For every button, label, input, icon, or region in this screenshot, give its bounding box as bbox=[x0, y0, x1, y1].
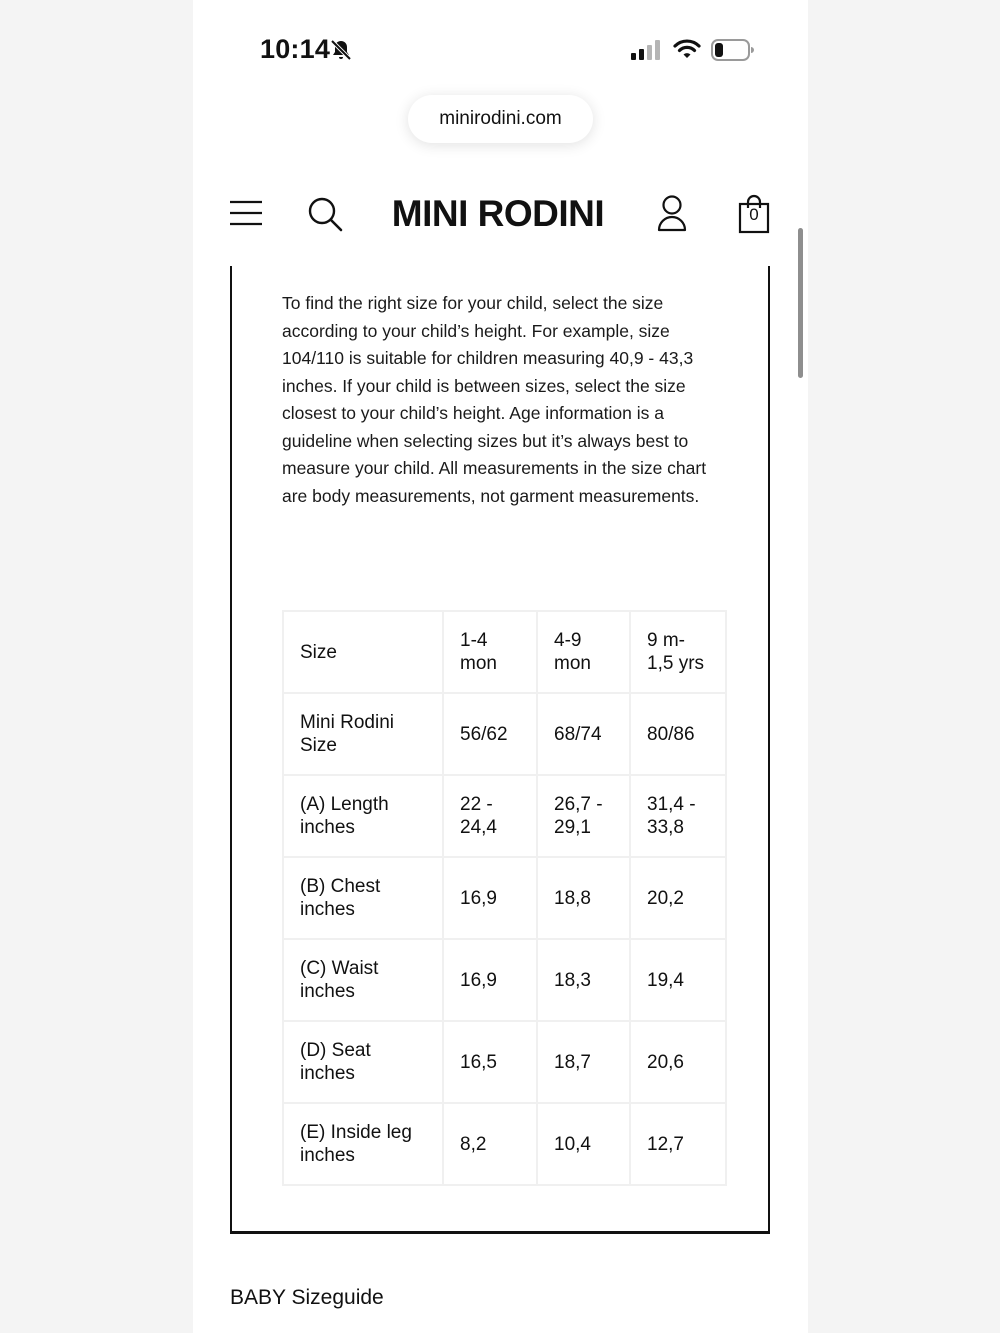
table-cell: 16,9 bbox=[443, 939, 537, 1021]
table-cell: 4-9 mon bbox=[537, 611, 630, 693]
size-table bbox=[282, 610, 727, 1186]
table-cell: 18,3 bbox=[537, 939, 630, 1021]
table-row bbox=[283, 939, 726, 1021]
table-cell: 12,7 bbox=[630, 1103, 726, 1185]
table-cell: 16,5 bbox=[443, 1021, 537, 1103]
table-cell: 8,2 bbox=[443, 1103, 537, 1185]
scrollbar[interactable] bbox=[798, 228, 803, 378]
table-cell: 9 m- 1,5 yrs bbox=[630, 611, 726, 693]
menu-icon[interactable] bbox=[229, 199, 263, 227]
table-cell: 22 - 24,4 bbox=[443, 775, 537, 857]
table-cell: 31,4 - 33,8 bbox=[630, 775, 726, 857]
table-cell: 18,8 bbox=[537, 857, 630, 939]
row-label-cell: Mini Rodini Size bbox=[283, 693, 443, 775]
url-bar[interactable]: minirodini.com bbox=[408, 95, 593, 143]
size-guide-intro: To find the right size for your child, select the size according to your child’s height. For example, size 104/110 is suitable for children measuring 40,9 - 43,3 inches. If your child is between sizes, select the size closest to your child’s height. Age information is a guideline when selecting sizes but it’s always best to measure your child. All measurements in the size chart are body measurements, not garment measurements. bbox=[282, 293, 707, 506]
row-label-cell: Size bbox=[283, 611, 443, 693]
search-icon[interactable] bbox=[307, 196, 343, 232]
size-guide-panel bbox=[230, 266, 770, 1234]
table-row bbox=[283, 693, 726, 775]
wifi-icon bbox=[673, 38, 701, 60]
table-cell: 1-4 mon bbox=[443, 611, 537, 693]
battery-icon bbox=[711, 38, 755, 62]
table-cell: 56/62 bbox=[443, 693, 537, 775]
brand-logo[interactable]: MINI RODINI bbox=[391, 193, 605, 234]
table-row bbox=[283, 611, 726, 693]
bell-slash-icon bbox=[329, 38, 353, 62]
row-label-cell: (A) Length inches bbox=[283, 775, 443, 857]
table-row bbox=[283, 857, 726, 939]
signal-icon bbox=[631, 40, 663, 60]
table-row bbox=[283, 1103, 726, 1185]
table-cell: 80/86 bbox=[630, 693, 726, 775]
table-cell: 20,6 bbox=[630, 1021, 726, 1103]
row-label-cell: (B) Chest inches bbox=[283, 857, 443, 939]
table-cell: 10,4 bbox=[537, 1103, 630, 1185]
phone-screen bbox=[193, 0, 808, 1333]
table-cell: 16,9 bbox=[443, 857, 537, 939]
row-label-cell: (C) Waist inches bbox=[283, 939, 443, 1021]
bag-count: 0 bbox=[749, 205, 759, 224]
table-row bbox=[283, 775, 726, 857]
table-cell: 26,7 - 29,1 bbox=[537, 775, 630, 857]
row-label-cell: (E) Inside leg inches bbox=[283, 1103, 443, 1185]
table-row bbox=[283, 1021, 726, 1103]
row-label-cell: (D) Seat inches bbox=[283, 1021, 443, 1103]
table-cell: 68/74 bbox=[537, 693, 630, 775]
table-cell: 18,7 bbox=[537, 1021, 630, 1103]
section-title-baby-sizeguide[interactable]: BABY Sizeguide bbox=[230, 1286, 384, 1309]
account-icon[interactable] bbox=[657, 194, 687, 232]
status-time: 10:14 bbox=[260, 34, 331, 64]
table-cell: 20,2 bbox=[630, 857, 726, 939]
table-cell: 19,4 bbox=[630, 939, 726, 1021]
